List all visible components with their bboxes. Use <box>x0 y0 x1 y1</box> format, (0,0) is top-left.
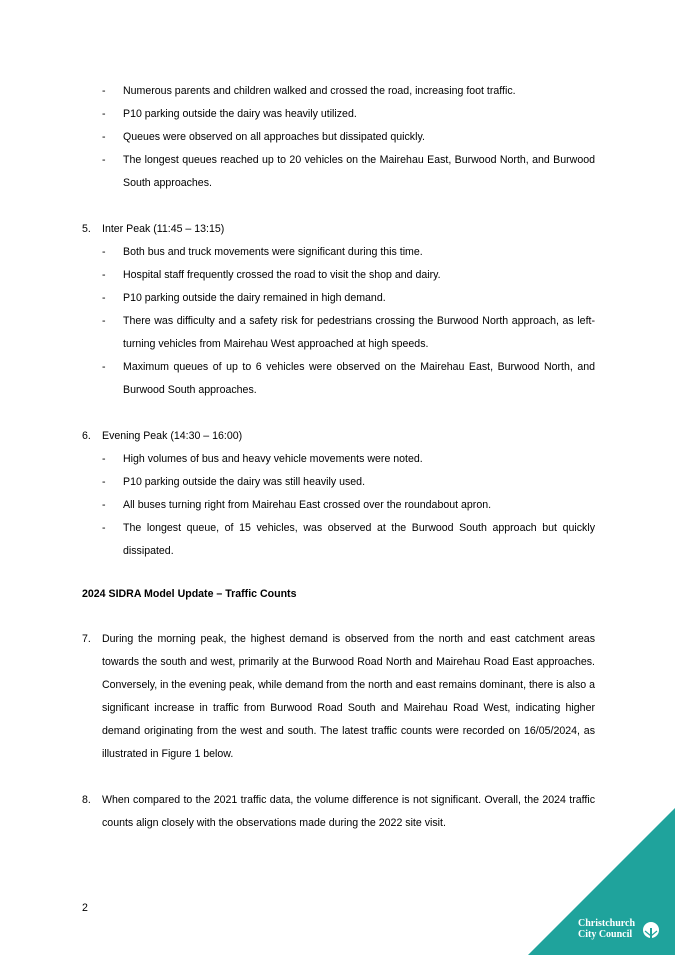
logo-line-1: Christchurch <box>578 918 636 929</box>
bullet-dash: - <box>102 154 106 166</box>
list-item: The longest queue, of 15 vehicles, was observed at the Burwood South approach but quickly dissipated. <box>123 522 595 557</box>
page-number: 2 <box>82 902 88 914</box>
bullet-dash: - <box>102 108 106 120</box>
logo-line-2: City Council <box>578 929 633 940</box>
section-heading: Evening Peak (14:30 – 16:00) <box>102 430 243 442</box>
bullet-dash: - <box>102 453 106 465</box>
bullet-dash: - <box>102 269 106 281</box>
bullet-dash: - <box>102 246 106 258</box>
paragraph: During the morning peak, the highest demand is observed from the north and east catchment areas towards the south and west, primarily at the Burwood Road North and Mairehau Road East approaches. Conversely, in the evening peak, while demand from the north and east remains dominant, there is also a significant increase in traffic from Burwood Road South and Mairehau Road West, indicating higher demand originating from the west and south. The latest traffic counts were recorded on 16/05/2024, as illustrated in Figure 1 below. <box>102 633 595 760</box>
list-item: The longest queues reached up to 20 vehicles on the Mairehau East, Burwood North, and Burwood South approaches. <box>123 154 595 189</box>
bullet-dash: - <box>102 522 106 534</box>
list-item: P10 parking outside the dairy was still heavily used. <box>123 476 366 488</box>
bullet-dash: - <box>102 361 106 373</box>
bullet-dash: - <box>102 85 106 97</box>
bullet-dash: - <box>102 499 106 511</box>
list-item: All buses turning right from Mairehau East crossed over the roundabout apron. <box>123 499 492 511</box>
section-title: 2024 SIDRA Model Update – Traffic Counts <box>82 588 297 600</box>
section-heading: Inter Peak (11:45 – 13:15) <box>102 223 225 235</box>
list-item: High volumes of bus and heavy vehicle movements were noted. <box>123 453 423 465</box>
list-item: Hospital staff frequently crossed the road to visit the shop and dairy. <box>123 269 441 281</box>
paragraph-number: 8. <box>82 794 91 806</box>
bullet-dash: - <box>102 292 106 304</box>
list-item: There was difficulty and a safety risk for pedestrians crossing the Burwood North approach, as left-turning vehicles from Mairehau West approached at high speeds. <box>123 315 595 350</box>
logo <box>578 918 635 940</box>
list-item: P10 parking outside the dairy was heavily utilized. <box>123 108 357 120</box>
list-item: P10 parking outside the dairy remained in high demand. <box>123 292 386 304</box>
section-number: 5. <box>82 223 91 235</box>
list-item: Queues were observed on all approaches but dissipated quickly. <box>123 131 425 143</box>
bullet-dash: - <box>102 131 106 143</box>
bullet-dash: - <box>102 476 106 488</box>
list-item: Maximum queues of up to 6 vehicles were observed on the Mairehau East, Burwood North, and Burwood South approaches. <box>123 361 595 396</box>
bullet-dash: - <box>102 315 106 327</box>
list-item: Numerous parents and children walked and crossed the road, increasing foot traffic. <box>123 85 516 97</box>
list-item: Both bus and truck movements were significant during this time. <box>123 246 423 258</box>
paragraph-number: 7. <box>82 633 91 645</box>
paragraph: When compared to the 2021 traffic data, the volume difference is not significant. Overall, the 2024 traffic counts align closely with the observations made during the 2022 site visit. <box>102 794 595 829</box>
section-number: 6. <box>82 430 91 442</box>
